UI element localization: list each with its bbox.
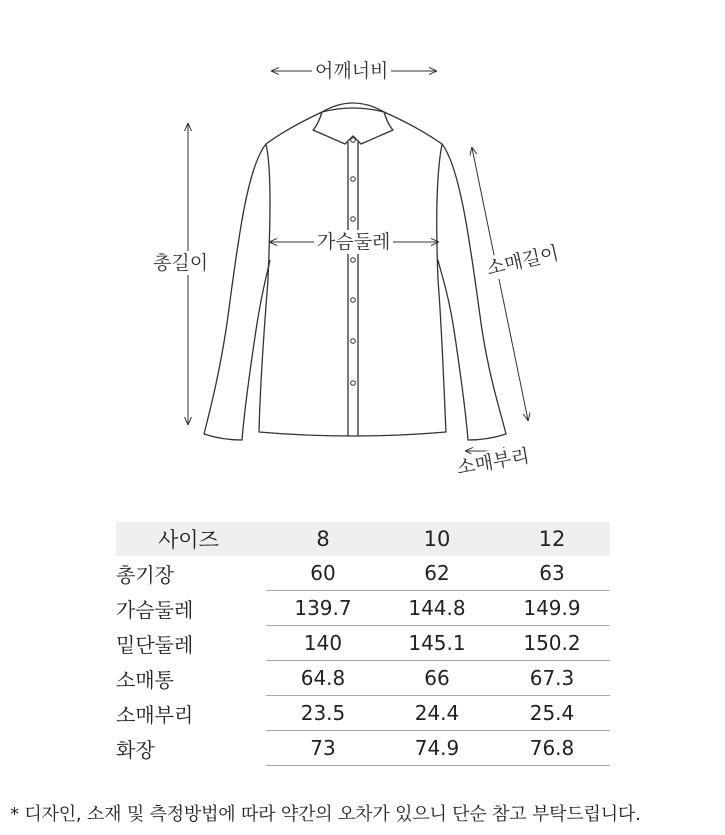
size-header-label: 사이즈 [158, 528, 219, 552]
shirt-right-sleeve [438, 144, 506, 440]
table-row [116, 731, 610, 766]
cell-value: 64.8 [266, 661, 380, 696]
cell-value: 23.5 [266, 696, 380, 731]
table-row [116, 661, 610, 696]
table-row [116, 556, 610, 591]
cell-value: 62 [380, 556, 494, 591]
table-header-row [116, 522, 610, 556]
cell-value: 60 [266, 556, 380, 591]
row-label: 화장 [116, 737, 155, 762]
table-row [116, 591, 610, 626]
chest-label: 가슴둘레 [314, 230, 393, 254]
cell-value: 67.3 [494, 661, 610, 696]
cell-value: 73 [266, 731, 380, 766]
row-label: 소매통 [116, 667, 174, 692]
cell-value: 66 [380, 661, 494, 696]
cell-value: 140 [266, 626, 380, 661]
sleeve-length-label: 소매길이 [481, 240, 564, 281]
cell-value: 145.1 [380, 626, 494, 661]
total-length-label: 총길이 [150, 251, 211, 275]
cell-value: 76.8 [494, 731, 610, 766]
row-label: 밑단둘레 [116, 632, 194, 657]
shirt-body [259, 144, 446, 436]
row-label: 총기장 [116, 562, 174, 587]
cell-value: 144.8 [380, 591, 494, 626]
cuff-label: 소매부리 [452, 443, 534, 480]
shoulder-width-label: 어깨너비 [312, 59, 391, 83]
cell-value: 139.7 [266, 591, 380, 626]
cell-value: 150.2 [494, 626, 610, 661]
cell-value: 24.4 [380, 696, 494, 731]
table-row [116, 696, 610, 731]
disclaimer-note: * 디자인, 소재 및 측정방법에 따라 약간의 오차가 있으니 단순 참고 부탁드립니다. [10, 804, 641, 825]
row-label: 가슴둘레 [116, 597, 194, 622]
table-row [116, 626, 610, 661]
size-10-header: 10 [423, 527, 451, 551]
row-label: 소매부리 [116, 702, 194, 727]
cell-value: 74.9 [380, 731, 494, 766]
size-12-header: 12 [538, 527, 566, 551]
sleeve-length-arrow [472, 148, 528, 420]
cell-value: 25.4 [494, 696, 610, 731]
size-8-header: 8 [316, 527, 330, 551]
cell-value: 63 [494, 556, 610, 591]
size-table [116, 522, 610, 766]
cell-value: 149.9 [494, 591, 610, 626]
